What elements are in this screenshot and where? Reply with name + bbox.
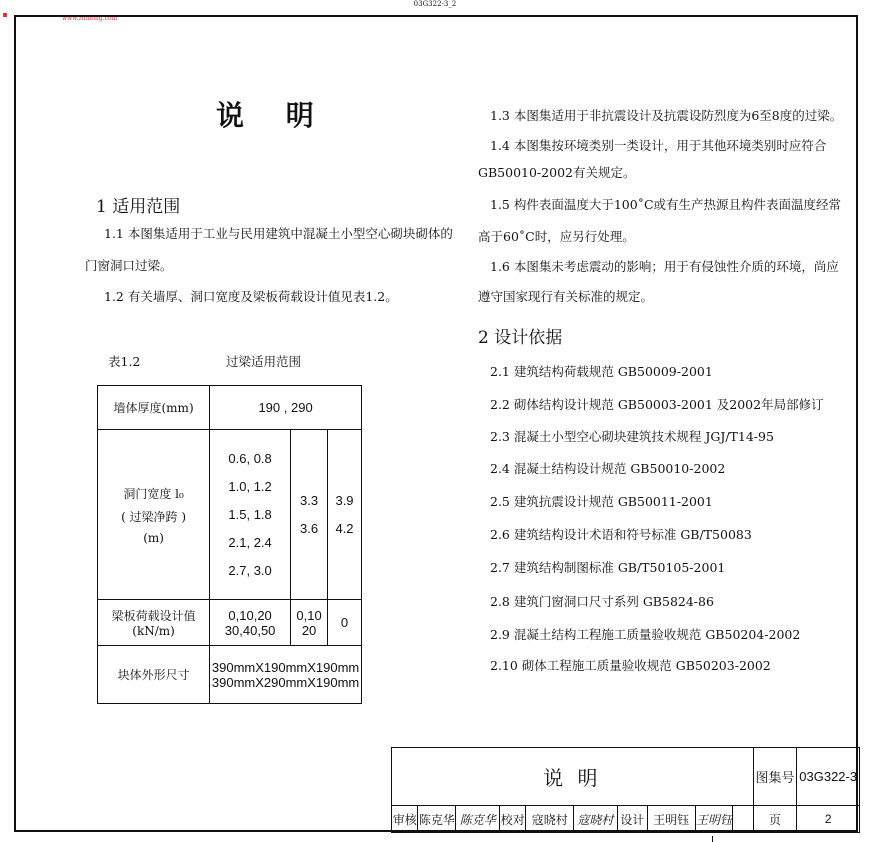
span-value: 1.0, 1.2 [228,478,272,494]
table-cell-spans [328,430,362,600]
table-row [98,600,362,646]
table-row [98,646,362,704]
reference-item: 2.9 混凝土结构工程施工质量验收规范 GB50204-2002 [490,627,801,642]
span-value: 2.7, 3.0 [228,562,272,578]
para-1-1-line2: 门窗洞口过梁。 [85,258,173,273]
span-value: 2.1, 2.4 [228,534,272,550]
table-cell-loads: 0 [328,600,362,646]
atlas-label: 图集号 [753,748,797,806]
label-line: 梁板荷载设计值 [111,609,196,623]
table-cell-spans [291,430,328,600]
section-1-heading: 1 适用范围 [96,197,181,217]
atlas-number: 03G322-3 [797,748,860,806]
table-cell-label: 墙体厚度(mm) [98,386,210,430]
load-value: 0,10,20 [228,607,272,623]
para-1-5-line2: 高于60˚C时，应另行处理。 [478,229,635,244]
reference-item: 2.6 建筑结构设计术语和符号标准 GB/T50083 [490,527,752,542]
table-cell-label [98,430,210,600]
design-label: 设计 [617,806,647,833]
para-1-6-line1: 1.6 本图集未考虑震动的影响；用于有侵蚀性介质的环境，尚应 [490,259,839,274]
reviewer-name: 陈克华 [418,806,456,833]
label-line: ( 过梁净跨 ) [121,509,187,524]
table-cell-loads [210,600,291,646]
table-cell-block-size [210,646,362,704]
table-cell-loads [291,600,328,646]
load-value: 20 [301,622,317,638]
reference-item: 2.2 砌体结构设计规范 GB50003-2001 及2002年局部修订 [490,397,824,412]
para-1-4-line2: GB50010-2002有关规定。 [478,165,636,180]
label-line: (kN/m) [132,624,175,638]
page-label: 页 [753,806,797,833]
designer-name: 王明钰 [647,806,695,833]
reference-item: 2.3 混凝土小型空心砌块建筑技术规程 JGJ/T14-95 [490,429,774,444]
red-watermark-text: www.zhulong.com [62,15,118,22]
section-2-heading: 2 设计依据 [478,328,563,348]
span-value: 4.2 [335,520,354,536]
block-size-value: 390mmX190mmX190mm [211,659,360,675]
table-cell-value: 190 , 290 [210,386,362,430]
load-value: 0,10 [296,607,322,623]
para-1-6-line2: 遵守国家现行有关标准的规定。 [478,289,654,304]
page-title: 说 明 [216,99,330,132]
page-number: 2 [797,806,860,833]
title-block-row [392,806,860,833]
title-block [391,747,860,833]
title-block-row [392,748,860,806]
reference-item: 2.10 砌体工程施工质量验收规范 GB50203-2002 [490,658,771,673]
span-value: 3.9 [335,492,354,508]
span-value: 0.6, 0.8 [228,450,272,466]
para-1-1-line1: 1.1 本图集适用于工业与民用建筑中混凝土小型空心砌块砌体的 [104,226,453,241]
reference-item: 2.1 建筑结构荷载规范 GB50009-2001 [490,364,713,379]
span-value: 3.3 [300,492,319,508]
span-value: 1.5, 1.8 [228,506,272,522]
designer-signature: 王明钰 [695,806,733,833]
label-line: (m) [143,530,164,545]
para-1-4-line1: 1.4 本图集按环境类别一类设计，用于其他环境类别时应符合 [490,138,827,153]
cursor-mark [712,836,713,842]
para-1-2: 1.2 有关墙厚、洞口宽度及梁板荷载设计值见表1.2。 [104,289,398,304]
label-line: 洞门宽度 l₀ [123,486,184,501]
reference-item: 2.4 混凝土结构设计规范 GB50010-2002 [490,461,726,476]
blank-cell [733,806,753,833]
table-cell-spans [210,430,291,600]
table-row [98,386,362,430]
proof-label: 校对 [500,806,526,833]
reviewer-signature: 陈克华 [456,806,500,833]
reference-item: 2.5 建筑抗震设计规范 GB50011-2001 [490,494,713,509]
table-caption-number: 表1.2 [108,354,141,369]
reference-item: 2.7 建筑结构制图标准 GB/T50105-2001 [490,560,726,575]
span-value: 3.6 [300,520,319,536]
block-size-value: 390mmX290mmX190mm [211,674,360,690]
proofer-signature: 寇晓村 [574,806,618,833]
reference-item: 2.8 建筑门窗洞口尺寸系列 GB5824-86 [490,594,714,609]
title-block-title: 说 明 [392,748,754,806]
table-row [98,430,362,600]
review-label: 审核 [392,806,418,833]
span-range-table [97,385,362,704]
table-caption-title: 过梁适用范围 [226,354,302,369]
table-cell-label [98,600,210,646]
para-1-5-line1: 1.5 构件表面温度大于100˚C或有生产热源且构件表面温度经常 [490,197,842,212]
page-code: 03G322-3_2 [413,0,457,8]
para-1-3: 1.3 本图集适用于非抗震设计及抗震设防烈度为6至8度的过梁。 [490,108,843,123]
table-cell-label: 块体外形尺寸 [98,646,210,704]
red-dot-mark [3,13,7,17]
proofer-name: 寇晓村 [526,806,574,833]
load-value: 30,40,50 [224,622,276,638]
